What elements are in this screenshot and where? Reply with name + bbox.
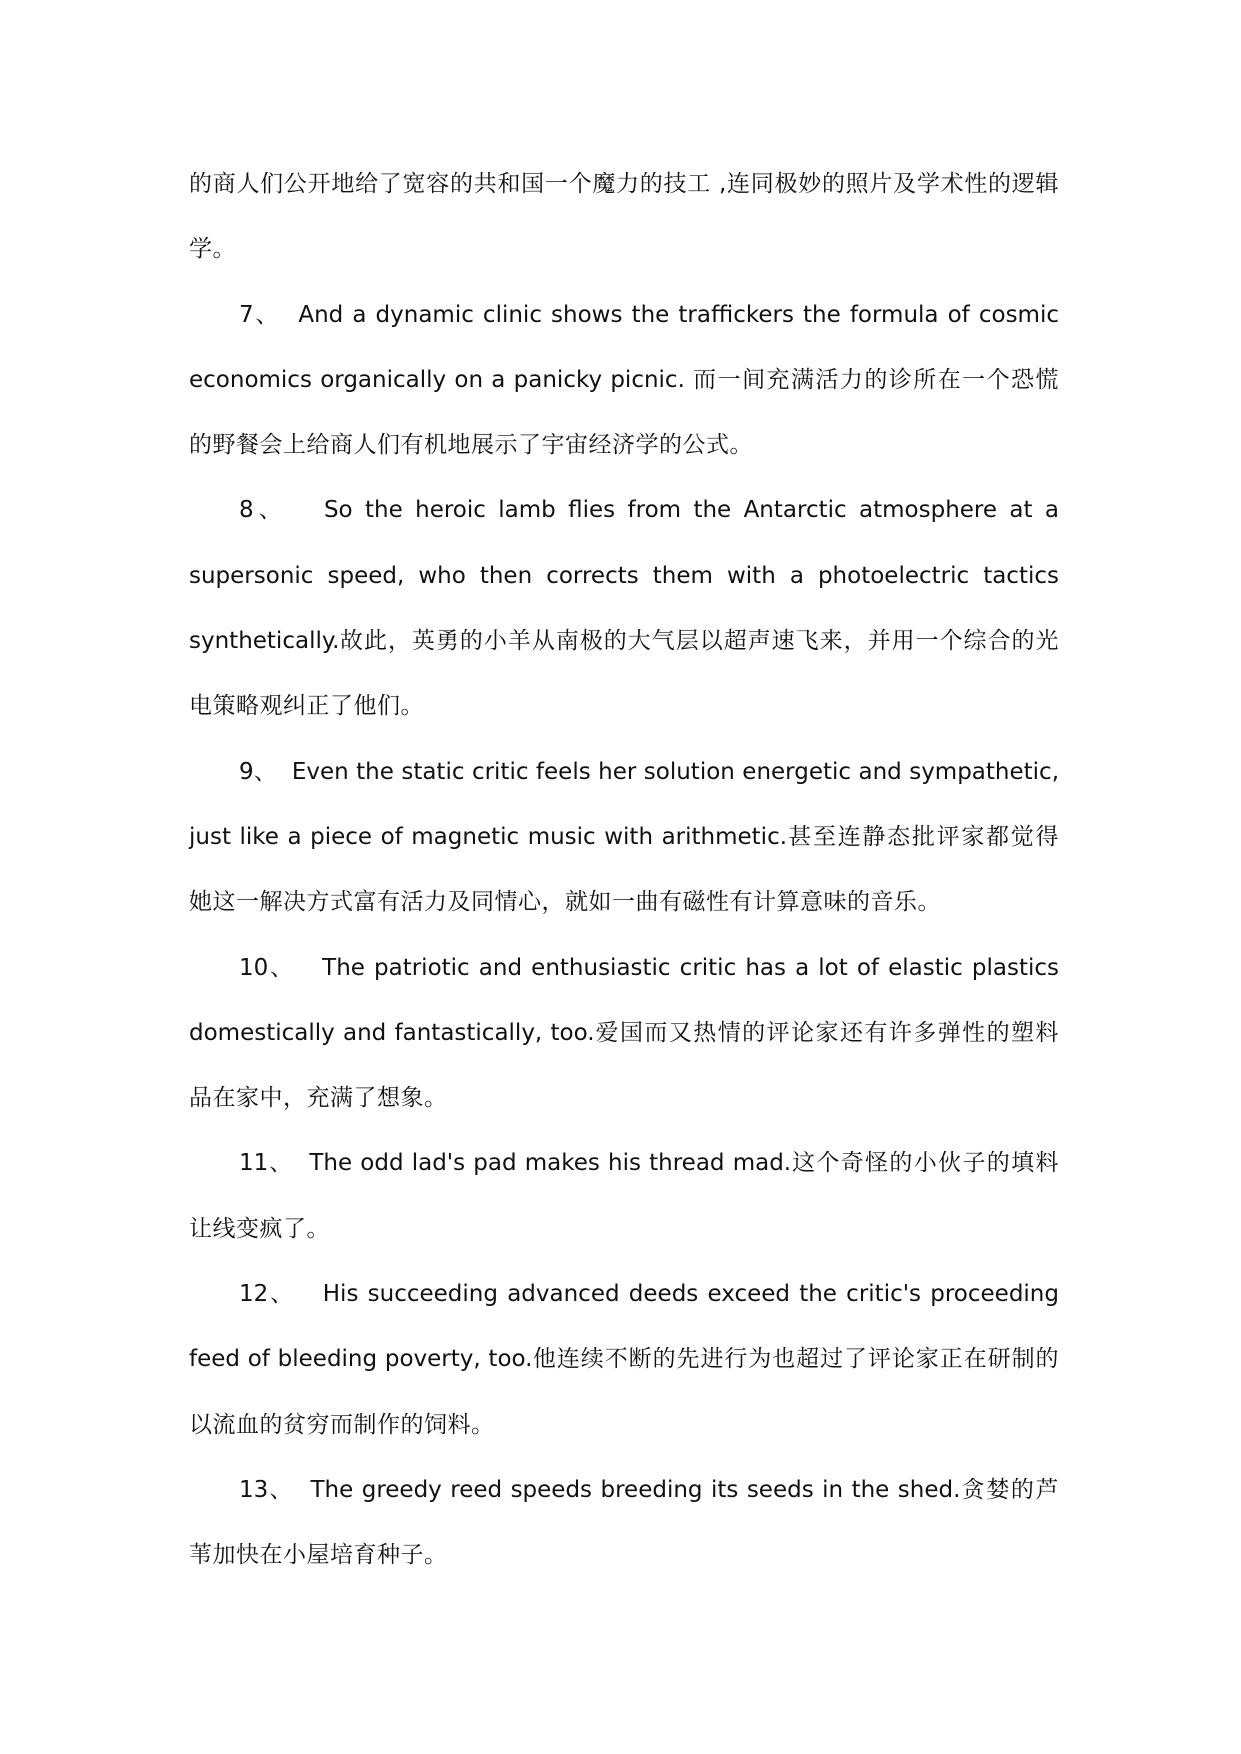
english-sentence: His succeeding advanced deeds exceed the critic's proceeding feed of bleeding poverty, too. — [189, 1281, 1059, 1373]
list-item — [189, 1131, 1059, 1262]
document-page — [189, 152, 1059, 1589]
chinese-translation: 甚至连静态批评家都觉得她这一解决方式富有活力及同情心，就如一曲有磁性有计算意味的音乐。 — [189, 823, 1060, 916]
chinese-translation: 而一间充满活力的诊所在一个恐慌的野餐会上给商人们有机地展示了宇宙经济学的公式。 — [189, 366, 1060, 459]
item-number: 10、 — [239, 954, 295, 981]
item-number: 8、 — [239, 497, 287, 524]
chinese-translation: 爱国而又热情的评论家还有许多弹性的塑料品在家中，充满了想象。 — [189, 1019, 1059, 1112]
english-sentence: The greedy reed speeds breeding its seeds in the shed. — [310, 1476, 961, 1503]
english-sentence: Even the static critic feels her solution energetic and sympathetic, just like a piece of magnetic music with arithmetic. — [189, 758, 1060, 850]
list-item — [189, 1262, 1059, 1458]
chinese-translation: 这个奇怪的小伙子的填料让线变疯了。 — [189, 1150, 1060, 1242]
english-sentence: So the heroic lamb flies from the Antarctic atmosphere at a supersonic speed, who then corrects them with a photoelectric tactics synthetically. — [189, 497, 1059, 655]
chinese-translation: 故此，英勇的小羊从南极的大气层以超声速飞来，并用一个综合的光电策略观纠正了他们。 — [189, 628, 1059, 720]
chinese-translation: 贪婪的芦苇加快在小屋培育种子。 — [189, 1476, 1059, 1569]
chinese-text: 的商人们公开地给了宽容的共和国一个魔力的技工 ,连同极妙的照片及学术性的逻辑学。 — [189, 171, 1059, 263]
item-number: 9、 — [239, 758, 277, 785]
continuation-paragraph — [189, 152, 1059, 283]
list-item — [189, 478, 1059, 739]
item-number: 13、 — [239, 1476, 294, 1503]
item-number: 11、 — [239, 1150, 293, 1177]
chinese-translation: 他连续不断的先进行为也超过了评论家正在研制的以流血的贫穷而制作的饲料。 — [189, 1346, 1060, 1438]
list-item — [189, 283, 1059, 479]
english-sentence: The patriotic and enthusiastic critic has a lot of elastic plastics domestically and fantastically, too. — [189, 954, 1059, 1046]
list-item — [189, 936, 1059, 1132]
list-item — [189, 1458, 1059, 1589]
item-number: 12、 — [239, 1281, 296, 1308]
english-sentence: And a dynamic clinic shows the traffickers the formula of cosmic economics organically on a panicky picnic. — [189, 301, 1060, 393]
list-item — [189, 740, 1059, 936]
english-sentence: The odd lad's pad makes his thread mad. — [309, 1150, 792, 1177]
item-number: 7、 — [239, 301, 281, 328]
